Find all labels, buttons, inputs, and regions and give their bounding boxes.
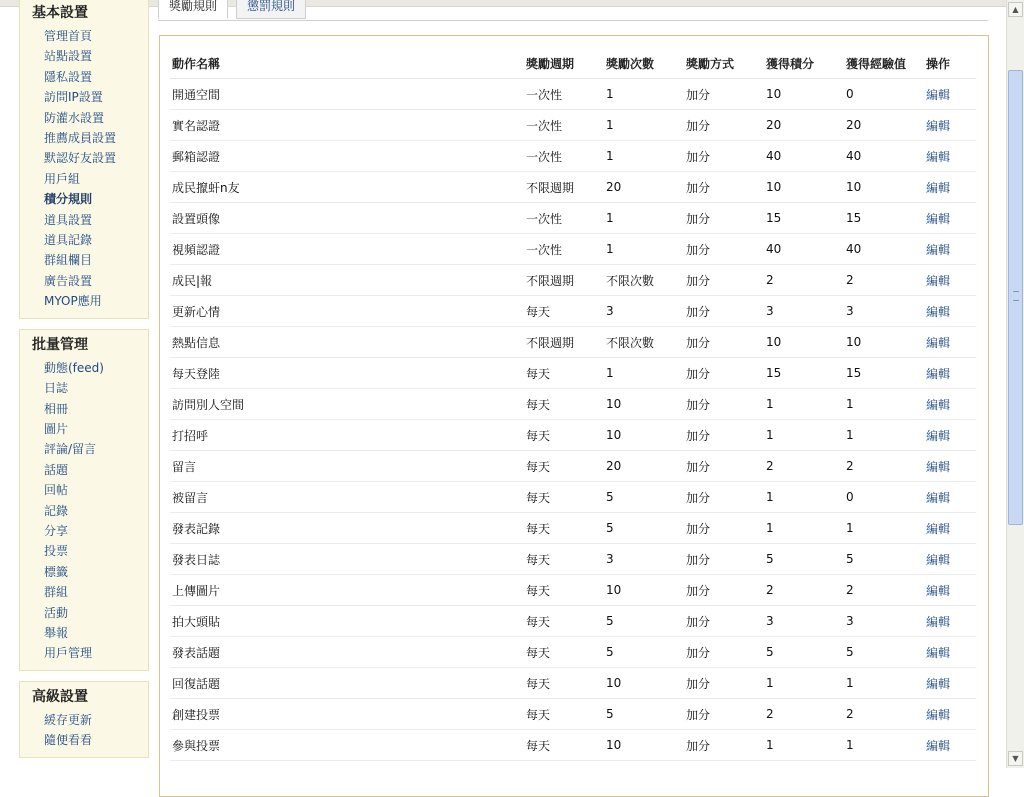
cell-experience: 10 [844,327,924,358]
cell-reward-method: 加分 [684,544,764,575]
table-row [170,327,976,358]
cell-credits: 1 [764,513,844,544]
credit-rules-table [170,48,976,761]
cell-experience: 1 [844,513,924,544]
cell-reward-count: 10 [604,575,684,606]
sidebar-item[interactable]: 管理首頁 [44,29,93,43]
header-reward-cycle: 獎勵週期 [524,48,604,79]
cell-experience: 2 [844,575,924,606]
cell-reward-cycle: 每天 [524,575,604,606]
cell-reward-cycle: 每天 [524,420,604,451]
cell-action-name: 發表話題 [170,637,524,668]
table-row [170,358,976,389]
cell-reward-count: 3 [604,296,684,327]
cell-edit-link[interactable]: 編輯 [924,637,976,668]
sidebar-group-advanced [19,681,149,758]
cell-reward-count: 1 [604,141,684,172]
cell-credits: 10 [764,172,844,203]
cell-action-name: 成民|報 [170,265,524,296]
cell-reward-cycle: 不限週期 [524,327,604,358]
cell-credits: 5 [764,637,844,668]
sidebar-item[interactable]: 群組欄目 [44,253,93,268]
cell-action-name: 參與投票 [170,730,524,761]
cell-credits: 2 [764,699,844,730]
tab-penalty-rules[interactable]: 懲罰規則 [236,0,306,19]
cell-action-name: 發表日誌 [170,544,524,575]
table-row [170,482,976,513]
cell-credits: 15 [764,203,844,234]
cell-action-name: 回復話題 [170,668,524,699]
cell-reward-method: 加分 [684,699,764,730]
cell-reward-cycle: 每天 [524,637,604,668]
sidebar-item[interactable]: 用戶管理 [44,646,93,661]
cell-credits: 1 [764,389,844,420]
table-row [170,296,976,327]
cell-reward-method: 加分 [684,451,764,482]
sidebar-item[interactable]: 用戶組 [44,171,81,186]
rule-tabs [158,0,988,21]
cell-action-name: 設置頭像 [170,203,524,234]
cell-reward-cycle: 每天 [524,699,604,730]
cell-reward-cycle: 每天 [524,544,604,575]
cell-action-name: 上傳圖片 [170,575,524,606]
cell-reward-method: 加分 [684,265,764,296]
cell-experience: 3 [844,296,924,327]
cell-reward-count: 1 [604,234,684,265]
sidebar-item[interactable]: MYOP應用 [44,294,102,309]
cell-credits: 10 [764,327,844,358]
cell-credits: 3 [764,606,844,637]
cell-edit-link[interactable]: 編輯 [924,606,976,637]
table-row [170,637,976,668]
cell-edit-link[interactable]: 編輯 [924,327,976,358]
cell-reward-method: 加分 [684,234,764,265]
cell-edit-link[interactable]: 編輯 [924,110,976,141]
cell-reward-count: 1 [604,110,684,141]
sidebar-group-title: 高級設置 [32,688,88,705]
cell-credits: 1 [764,482,844,513]
cell-reward-cycle: 不限週期 [524,172,604,203]
cell-experience: 0 [844,482,924,513]
cell-action-name: 打招呼 [170,420,524,451]
cell-reward-method: 加分 [684,141,764,172]
cell-experience: 5 [844,544,924,575]
cell-reward-cycle: 每天 [524,358,604,389]
cell-reward-count: 1 [604,203,684,234]
sidebar-group-basic [19,0,149,319]
header-action-name: 動作名稱 [170,48,524,79]
sidebar-item[interactable]: 推薦成員設置 [44,131,117,146]
cell-edit-link[interactable]: 編輯 [924,730,976,761]
cell-experience: 1 [844,668,924,699]
cell-action-name: 成民攛虷n友 [170,172,524,203]
cell-reward-cycle: 每天 [524,730,604,761]
cell-credits: 40 [764,141,844,172]
cell-experience: 1 [844,389,924,420]
cell-reward-cycle: 一次性 [524,234,604,265]
cell-reward-method: 加分 [684,730,764,761]
cell-reward-count: 10 [604,730,684,761]
sidebar-item[interactable]: 舉報 [44,625,69,640]
tab-reward-rules[interactable]: 獎勵規則 [158,0,228,19]
cell-reward-cycle: 每天 [524,389,604,420]
sidebar-group-batch [19,329,149,671]
cell-action-name: 訪問別人空間 [170,389,524,420]
cell-credits: 20 [764,110,844,141]
cell-reward-cycle: 一次性 [524,141,604,172]
sidebar-item[interactable]: 話題 [44,462,69,477]
cell-reward-method: 加分 [684,575,764,606]
sidebar-item[interactable]: 日誌 [44,381,69,396]
sidebar-item[interactable]: 記錄 [44,503,69,518]
cell-credits: 5 [764,544,844,575]
cell-edit-link[interactable]: 編輯 [924,234,976,265]
cell-reward-count: 20 [604,451,684,482]
sidebar-item[interactable]: 標籤 [44,564,69,579]
sidebar-item[interactable]: 默認好友設置 [44,151,117,166]
cell-experience: 20 [844,110,924,141]
cell-experience: 1 [844,730,924,761]
cell-experience: 2 [844,451,924,482]
cell-edit-link[interactable]: 編輯 [924,482,976,513]
cell-experience: 2 [844,265,924,296]
cell-action-name: 創建投票 [170,699,524,730]
table-row [170,544,976,575]
table-row [170,513,976,544]
cell-reward-count: 不限次數 [604,265,684,296]
table-row [170,575,976,606]
cell-reward-method: 加分 [684,637,764,668]
cell-reward-count: 1 [604,79,684,110]
sidebar-item[interactable]: 投票 [44,544,69,559]
cell-reward-count: 3 [604,544,684,575]
cell-reward-method: 加分 [684,513,764,544]
cell-experience: 40 [844,141,924,172]
vertical-scrollbar[interactable] [1006,0,1024,768]
cell-edit-link[interactable]: 編輯 [924,172,976,203]
cell-reward-method: 加分 [684,327,764,358]
cell-experience: 0 [844,79,924,110]
cell-experience: 5 [844,637,924,668]
cell-reward-count: 5 [604,637,684,668]
sidebar-group-title: 批量管理 [32,336,88,353]
sidebar-item[interactable]: 緩存更新 [44,712,93,727]
table-row [170,172,976,203]
cell-reward-method: 加分 [684,606,764,637]
cell-credits: 1 [764,730,844,761]
table-row [170,265,976,296]
cell-reward-method: 加分 [684,296,764,327]
cell-edit-link[interactable]: 編輯 [924,513,976,544]
table-row [170,699,976,730]
cell-edit-link[interactable]: 編輯 [924,575,976,606]
cell-action-name: 更新心情 [170,296,524,327]
sidebar-item[interactable]: 分享 [44,523,69,538]
header-operation: 操作 [924,48,976,79]
sidebar-item[interactable]: 防灌水設置 [44,110,105,125]
sidebar-item[interactable]: 群組 [44,585,69,600]
cell-reward-count: 10 [604,668,684,699]
cell-edit-link[interactable]: 編輯 [924,544,976,575]
cell-edit-link[interactable]: 編輯 [924,358,976,389]
cell-experience: 2 [844,699,924,730]
cell-reward-cycle: 每天 [524,451,604,482]
cell-reward-count: 5 [604,482,684,513]
arrow-up-icon[interactable]: ▲ [1008,2,1023,17]
cell-edit-link[interactable]: 編輯 [924,296,976,327]
cell-reward-cycle: 每天 [524,513,604,544]
cell-reward-cycle: 不限週期 [524,265,604,296]
cell-edit-link[interactable]: 編輯 [924,265,976,296]
cell-edit-link[interactable]: 編輯 [924,420,976,451]
sidebar-item[interactable]: 積分規則 [44,192,93,207]
table-row [170,668,976,699]
cell-credits: 10 [764,79,844,110]
cell-reward-count: 10 [604,420,684,451]
table-row [170,203,976,234]
cell-reward-count: 5 [604,606,684,637]
cell-reward-cycle: 一次性 [524,110,604,141]
table-row [170,730,976,761]
cell-credits: 1 [764,420,844,451]
cell-reward-cycle: 一次性 [524,203,604,234]
cell-reward-count: 10 [604,389,684,420]
cell-action-name: 實名認證 [170,110,524,141]
cell-reward-method: 加分 [684,110,764,141]
cell-reward-method: 加分 [684,389,764,420]
cell-edit-link[interactable]: 編輯 [924,699,976,730]
cell-experience: 15 [844,203,924,234]
cell-action-name: 視頻認證 [170,234,524,265]
table-row [170,234,976,265]
grip-icon [1013,291,1019,301]
sidebar-group-title: 基本設置 [32,5,88,21]
header-experience: 獲得經驗值 [844,48,924,79]
cell-reward-cycle: 每天 [524,482,604,513]
table-row [170,79,976,110]
cell-action-name: 熱點信息 [170,327,524,358]
cell-action-name: 留言 [170,451,524,482]
cell-reward-count: 5 [604,513,684,544]
table-row [170,141,976,172]
cell-action-name: 被留言 [170,482,524,513]
sidebar [19,0,149,768]
cell-reward-count: 1 [604,358,684,389]
cell-edit-link[interactable]: 編輯 [924,668,976,699]
table-row [170,451,976,482]
sidebar-item[interactable]: 圖片 [44,421,69,436]
cell-reward-method: 加分 [684,482,764,513]
cell-reward-method: 加分 [684,358,764,389]
sidebar-item[interactable]: 道具設置 [44,212,93,227]
cell-credits: 1 [764,668,844,699]
cell-reward-method: 加分 [684,420,764,451]
cell-reward-count: 5 [604,699,684,730]
table-row [170,606,976,637]
cell-action-name: 開通空間 [170,79,524,110]
cell-experience: 10 [844,172,924,203]
sidebar-item[interactable]: 道具記錄 [44,233,93,248]
cell-credits: 40 [764,234,844,265]
cell-action-name: 發表記錄 [170,513,524,544]
sidebar-item[interactable]: 評論/留言 [44,442,97,457]
sidebar-item[interactable]: 站點設置 [44,49,93,64]
sidebar-item[interactable]: 動態(feed) [44,360,104,375]
cell-action-name: 每天登陸 [170,358,524,389]
scrollbar-thumb[interactable] [1008,70,1023,525]
cell-credits: 2 [764,575,844,606]
cell-reward-count: 不限次數 [604,327,684,358]
cell-credits: 15 [764,358,844,389]
table-header-row [170,48,976,79]
cell-credits: 2 [764,451,844,482]
header-credits: 獲得積分 [764,48,844,79]
cell-credits: 3 [764,296,844,327]
cell-reward-cycle: 每天 [524,296,604,327]
cell-experience: 1 [844,420,924,451]
cell-action-name: 拍大頭貼 [170,606,524,637]
cell-reward-method: 加分 [684,79,764,110]
sidebar-item[interactable]: 廣告設置 [44,273,93,288]
sidebar-item[interactable]: 活動 [44,605,69,620]
cell-experience: 40 [844,234,924,265]
cell-reward-method: 加分 [684,203,764,234]
cell-edit-link[interactable]: 編輯 [924,451,976,482]
cell-reward-method: 加分 [684,668,764,699]
cell-reward-cycle: 一次性 [524,79,604,110]
cell-edit-link[interactable]: 編輯 [924,141,976,172]
sidebar-item[interactable]: 訪問IP設置 [44,90,103,105]
cell-experience: 3 [844,606,924,637]
cell-reward-cycle: 每天 [524,606,604,637]
cell-reward-cycle: 每天 [524,668,604,699]
sidebar-item[interactable]: 相冊 [44,401,69,416]
table-row [170,389,976,420]
cell-edit-link[interactable]: 編輯 [924,79,976,110]
header-reward-method: 獎勵方式 [684,48,764,79]
arrow-down-icon[interactable]: ▼ [1008,751,1023,766]
cell-reward-method: 加分 [684,172,764,203]
table-row [170,110,976,141]
table-row [170,420,976,451]
cell-action-name: 郵箱認證 [170,141,524,172]
cell-edit-link[interactable]: 編輯 [924,203,976,234]
cell-experience: 15 [844,358,924,389]
cell-edit-link[interactable]: 編輯 [924,389,976,420]
sidebar-item[interactable]: 回帖 [44,483,69,498]
cell-reward-count: 20 [604,172,684,203]
sidebar-item[interactable]: 隨便看看 [44,733,93,748]
cell-credits: 2 [764,265,844,296]
header-reward-count: 獎勵次數 [604,48,684,79]
sidebar-item[interactable]: 隱私設置 [44,69,93,84]
rules-panel [159,35,989,797]
